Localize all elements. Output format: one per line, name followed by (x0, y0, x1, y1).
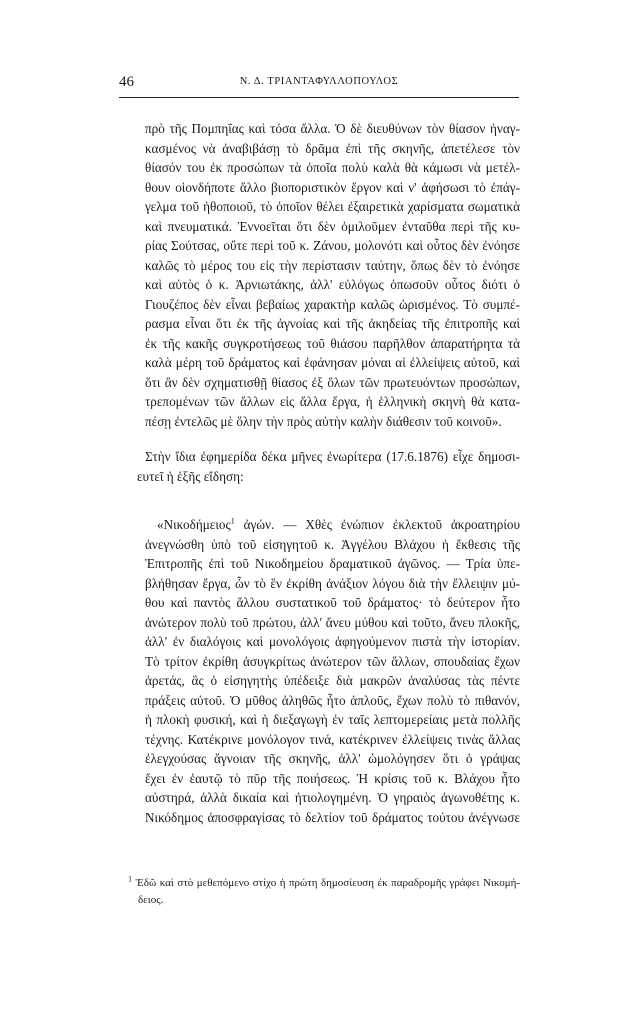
text-line: Ἐπιτροπῆς ἐπὶ τοῦ Νικοδημείου δραματικοῦ ἀγῶνος. — Τρία ὑπε- (145, 556, 520, 571)
text-line: γελμα τοῦ ἠθοποιοῦ, τὸ ὁποῖον θέλει ἐξαιρετικὰ χαρίσματα σωματικὰ (145, 199, 520, 214)
text-line: Τὸ τρίτον ἐκρίθη ἀσυγκρίτως ἀνώτερον τῶν ἄλλων, σπουδαίας ἔχων (145, 653, 520, 669)
text-line: θου καὶ παντὸς ἄλλου συστατικοῦ τοῦ δράματος· τὸ δεύτερον ἦτο (145, 595, 520, 610)
text-line: ἐκ τῆς κακῆς συγκροτήσεως τοῦ θιάσου παρῆλθον ἀπαρατήρητα τὰ (145, 335, 520, 351)
text-line: θουν οἱονδήποτε ἄλλο βιοποριστικὸν ἔργον καὶ ν' ἀφήσωσι τὸ ἐπάγ- (145, 179, 520, 195)
quote-start: «Νικοδήμειος (157, 517, 231, 532)
text-line: ἀλλ' ἐν διαλόγοις καὶ μονολόγοις ἀφηγούμενον πιστὰ τὴν ἱστορίαν. (145, 634, 520, 649)
footnote-ref: 1 (230, 516, 235, 526)
text-line: τέχνης. Κατέκρινε μονόλογον τινά, κατέκρινεν ἐλλείψεις τινὰς ἄλλας (145, 731, 520, 747)
text-line: τρεπομένων τῶν ἄλλων εἰς ἄλλα ἔργα, ἡ ἑλληνικὴ σκηνὴ θὰ κατα- (145, 394, 520, 409)
text-line: πέσῃ ἐντελῶς μὲ ὅλην τὴν πρὸς αὐτὴν καλὴν διάθεσιν τοῦ κοινοῦ». (145, 413, 502, 429)
text-line: ἀρετάς, ἃς ὁ εἰσηγητὴς ὑπέδειξε διὰ μακρῶν ἀναλύσας τὰς πέντε (145, 673, 520, 688)
text-line: θίασόν του ἐκ προσώπων τὰ ὁποῖα πολὺ καλὰ θὰ κάμωσι νὰ μετέλ- (145, 160, 520, 175)
text-line: καλὰ μέρη τοῦ δράματος καὶ ἐφάνησαν μόναι αἱ ἐλλείψεις αὐτοῦ, καὶ (145, 355, 520, 370)
text-line: καὶ αὐτὸς ὁ κ. Ἀρνιωτάκης, ἀλλ' εὐλόγως ὁπωσοῦν οὗτος διότι ὁ (145, 277, 520, 292)
text-line: Νικόδημος ἀποσφραγίσας τὸ δελτίον τοῦ δράματος τούτου ἀνέγνωσε (145, 809, 520, 825)
footnote-text: Ἐδῶ καὶ στὸ μεθεπόμενο στίχο ἡ πρώτη δημοσίευση ἐκ παραδρομῆς γράφει Νικομή- (135, 877, 521, 889)
text-line: ἐλεγχούσας ἄγνοιαν τῆς σκηνῆς, ἀλλ' ὡμολόγησεν ὅτι ὁ γράψας (145, 751, 520, 766)
quote-start-rest: ἀγών. — Χθὲς ἐνώπιον ἐκλεκτοῦ ἀκροατηρίου (234, 517, 520, 532)
footnote-line (128, 875, 520, 892)
text-line: ἀνώτερον πολὺ τοῦ πρώτου, ἀλλ' ἄνευ μύθου καὶ τοῦτο, ἄνευ πλοκῆς, (145, 614, 520, 630)
text-line: Γιουζέπος δὲν εἶναι βεβαίως χαρακτὴρ καλῶς ὡρισμένος. Τὸ συμπέ- (145, 296, 520, 312)
text-line: καλῶς τὸ μέρος του εἰς τὴν περίστασιν ταύτην, ὅπως δὲν τὸ ἐνόησε (145, 257, 520, 273)
text-line: ρίας Σούτσας, οὔτε περὶ τοῦ κ. Ζάνου, μολονότι καὶ οὗτος δὲν ἐνόησε (145, 238, 520, 253)
text-line: βλήθησαν ἔργα, ὧν τὸ ἓν ἐκρίθη ἀνάξιον λόγου διὰ τὴν ἔλλειψιν μύ- (145, 575, 520, 591)
text-line: ἔχει ἐν ἑαυτῷ τὸ πῦρ τῆς ποιήσεως. Ἡ κρίσις τοῦ κ. Βλάχου ἦτο (145, 770, 520, 786)
text-line: αὐστηρά, ἀλλὰ δικαία καὶ ἠτιολογημένη. Ὁ γηραιὸς ἀγωνοθέτης κ. (145, 790, 520, 805)
paragraph-2 (137, 447, 520, 486)
text-line: ἀνεγνώσθη ὑπὸ τοῦ εἰσηγητοῦ κ. Ἀγγέλου Βλάχου ἡ ἔκθεσις τῆς (145, 536, 520, 552)
text-line: καὶ πνευματικά. Ἐννοεῖται ὅτι δὲν ὁμιλοῦμεν ἐνταῦθα περὶ τῆς κυ- (145, 218, 520, 234)
page-number: 46 (119, 74, 134, 90)
text-line: ρασμα εἶναι ὅτι ἐκ τῆς ἀγνοίας καὶ τῆς ἀκηδείας τῆς ἐπιτροπῆς καὶ (145, 316, 520, 331)
footnote-line: δειος. (138, 893, 164, 906)
text-line: Στὴν ἴδια ἐφημερίδα δέκα μῆνες ἐνωρίτερα (17.6.1876) εἶχε δημοσι- (145, 449, 520, 464)
text-line: πράξεις αὐτοῦ. Ὁ μῦθος ἀληθῶς ἦτο ἁπλοῦς, ἔχων πολὺ τὸ πιθανόν, (145, 692, 520, 708)
paragraph-3-quote (145, 515, 520, 827)
paragraph-1 (145, 119, 520, 431)
text-line: κασμένος νὰ ἀναβιβάσῃ τὸ δρᾶμα ἐπὶ τῆς σκηνῆς, ἀπετέλεσε τὸν (145, 140, 520, 156)
footnote (128, 875, 520, 908)
text-line: ὅτι ἂν δὲν σχηματισθῇ θίασος ἐξ ὅλων τῶν πρωτευόντων προσώπων, (145, 374, 520, 390)
header-rule (119, 97, 519, 98)
text-line: ευτεῖ ἡ ἑξῆς εἴδηση: (137, 468, 244, 484)
running-head: Ν. Δ. ΤΡΙΑΝΤΑΦΥΛΛΟΠΟΥΛΟΣ (239, 76, 399, 87)
page-header (119, 66, 519, 92)
text-line (145, 515, 520, 535)
footnote-marker: 1 (128, 874, 132, 884)
text-line: πρὸ τῆς Πομπηΐας καὶ τόσα ἄλλα. Ὁ δὲ διευθύνων τὸν θίασον ἠναγ- (145, 121, 520, 136)
text-line: ἡ πλοκὴ φυσική, καὶ ἡ διεξαγωγὴ ἐν ταῖς λεπτομερείαις μετὰ πολλῆς (145, 712, 520, 727)
